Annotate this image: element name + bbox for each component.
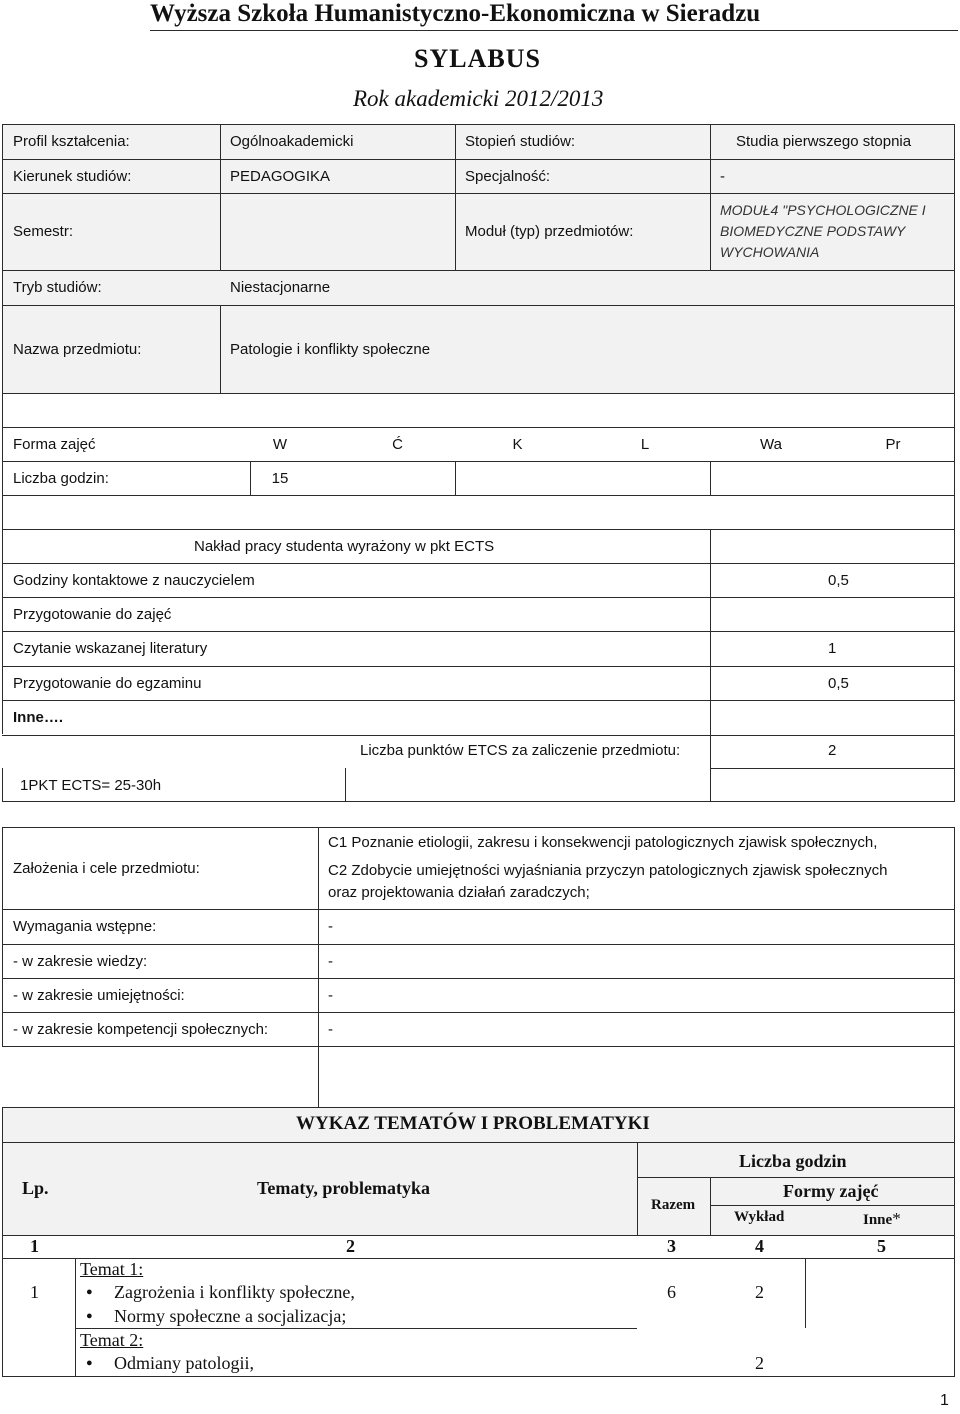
topic-lecture: 2 xyxy=(755,1353,764,1373)
form-k: K xyxy=(512,435,523,453)
page-number: 1 xyxy=(940,1392,949,1409)
ects-row-label: Inne…. xyxy=(13,709,64,726)
academic-year: Rok akademicki 2012/2013 xyxy=(353,86,604,111)
col-number: 2 xyxy=(346,1236,355,1256)
topic-lp: 1 xyxy=(30,1282,39,1302)
university-name: Wyższa Szkoła Humanistyczno-Ekonomiczna w Sieradzu xyxy=(150,0,761,27)
topic-lecture: 2 xyxy=(755,1282,764,1302)
ects-row-label: Przygotowanie do zajęć xyxy=(13,605,172,623)
ects-row-value: 1 xyxy=(828,640,837,657)
goal-c2: C2 Zdobycie umiejętności wyjaśniania przyczyn patologicznych zjawisk społecznych xyxy=(328,862,888,879)
field-value: PEDAGOGIKA xyxy=(230,167,331,185)
skills-value: - xyxy=(328,986,333,1004)
specialty-label: Specjalność: xyxy=(465,167,551,185)
module-label: Moduł (typ) przedmiotów: xyxy=(465,223,634,240)
mode-value: Niestacjonarne xyxy=(230,279,331,296)
col-number: 1 xyxy=(30,1236,39,1256)
competence-value: - xyxy=(328,1020,333,1038)
hours-w: 15 xyxy=(271,470,289,487)
col-forms: Formy zajęć xyxy=(783,1181,879,1201)
degree-value: Studia pierwszego stopnia xyxy=(736,133,912,150)
profile-label: Profil kształcenia: xyxy=(13,133,130,150)
form-w: W xyxy=(272,435,288,453)
ects-row-label: Godziny kontaktowe z nauczycielem xyxy=(13,571,255,589)
specialty-value: - xyxy=(720,167,725,185)
ects-heading: Nakład pracy studenta wyrażony w pkt ECTS xyxy=(194,538,495,555)
form-c: Ć xyxy=(392,435,403,453)
col-total: Razem xyxy=(651,1197,696,1213)
ects-note: 1PKT ECTS= 25-30h xyxy=(20,777,162,794)
ects-row-value xyxy=(820,597,828,631)
skills-label: - w zakresie umiejętności: xyxy=(13,986,185,1004)
knowledge-value: - xyxy=(328,952,333,970)
forms-label: Forma zajęć xyxy=(13,435,96,453)
module-value: MODUŁ4 "PSYCHOLOGICZNE I BIOMEDYCZNE PODSTAWY WYCHOWANIA xyxy=(720,202,926,260)
mode-label: Tryb studiów: xyxy=(13,279,102,296)
ects-total-label: Liczba punktów ETCS za zaliczenie przedmiotu: xyxy=(360,742,681,759)
goal-c2-continued: oraz projektowania działań zaradczych; xyxy=(328,884,590,901)
goal-c1: C1 Poznanie etiologii, zakresu i konsekwencji patologicznych zjawisk społecznych, xyxy=(328,834,878,851)
ects-row-label: Przygotowanie do egzaminu xyxy=(13,674,202,692)
col-topics: Tematy, problematyka xyxy=(257,1178,431,1198)
competence-label: - w zakresie kompetencji społecznych: xyxy=(13,1020,269,1038)
col-hours: Liczba godzin xyxy=(739,1151,847,1171)
subject-label: Nazwa przedmiotu: xyxy=(13,340,142,358)
col-number: 3 xyxy=(667,1236,676,1256)
topic-title: Temat 1: xyxy=(80,1259,144,1279)
form-pr: Pr xyxy=(885,435,901,453)
col-number: 5 xyxy=(877,1236,886,1256)
topic-title: Temat 2: xyxy=(80,1330,144,1350)
profile-value: Ogólnoakademicki xyxy=(230,133,354,150)
field-label: Kierunek studiów: xyxy=(13,167,132,185)
ects-row-value: 0,5 xyxy=(828,674,849,692)
prereq-label: Wymagania wstępne: xyxy=(13,918,157,935)
topic-total: 6 xyxy=(667,1282,676,1302)
semester-value xyxy=(222,193,230,270)
semester-label: Semestr: xyxy=(13,223,74,240)
topic-item: ● Odmiany patologii, xyxy=(114,1353,254,1374)
prereq-value: - xyxy=(328,918,333,935)
degree-label: Stopień studiów: xyxy=(465,133,576,150)
hours-label: Liczba godzin: xyxy=(13,470,109,487)
knowledge-label: - w zakresie wiedzy: xyxy=(13,952,148,970)
form-l: L xyxy=(640,435,650,453)
topic-item: ● Zagrożenia i konflikty społeczne, xyxy=(114,1282,355,1303)
forms-spacer xyxy=(2,393,955,428)
col-lp: Lp. xyxy=(22,1178,49,1198)
subject-value: Patologie i konflikty społeczne xyxy=(230,340,431,358)
ects-row-label: Czytanie wskazanej literatury xyxy=(13,640,208,657)
col-number: 4 xyxy=(755,1236,764,1256)
col-other: Inne* xyxy=(863,1209,901,1228)
topic-item: ● Normy społeczne a socjalizacja; xyxy=(114,1306,346,1327)
document-title: SYLABUS xyxy=(414,44,541,73)
ects-row-value: 0,5 xyxy=(828,571,849,589)
form-wa: Wa xyxy=(760,435,782,453)
col-lecture: Wykład xyxy=(734,1209,785,1225)
ects-total-value: 2 xyxy=(828,742,837,759)
topics-heading: WYKAZ TEMATÓW I PROBLEMATYKI xyxy=(296,1113,650,1134)
goals-label: Założenia i cele przedmiotu: xyxy=(13,859,200,877)
header-rule xyxy=(150,30,958,31)
